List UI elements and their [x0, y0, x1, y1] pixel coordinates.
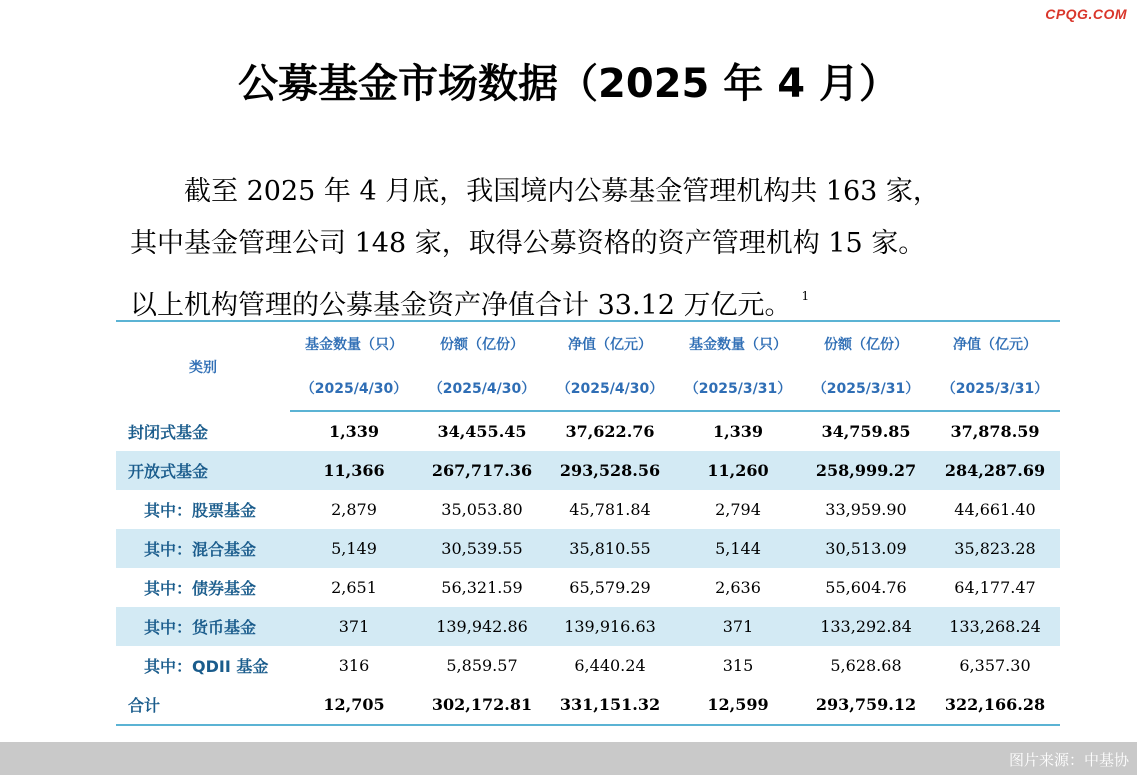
row-label: 合计 [116, 685, 290, 725]
table-cell: 33,959.90 [825, 500, 907, 519]
row-label: 其中：货币基金 [116, 607, 290, 646]
table-row-closed-end [116, 411, 1060, 451]
fund-market-table [116, 320, 1060, 726]
table-cell: 34,759.85 [821, 422, 911, 441]
col-date-apr-1: （2025/4/30） [290, 366, 418, 411]
table-row-open-end [116, 451, 1060, 490]
table-cell: 35,053.80 [441, 500, 523, 519]
summary-line-2: 其中基金管理公司 148 家，取得公募资格的资产管理机构 15 家。 [130, 228, 926, 259]
summary-line-1: 截至 2025 年 4 月底，我国境内公募基金管理机构共 163 家， [184, 176, 940, 207]
table-cell: 133,292.84 [802, 607, 930, 646]
row-label: 其中：混合基金 [116, 529, 290, 568]
table-cell: 371 [674, 607, 802, 646]
row-label: 其中：股票基金 [144, 501, 257, 520]
table-cell: 258,999.27 [802, 451, 930, 490]
category-header: 类别 [116, 321, 290, 411]
table-cell: 65,579.29 [569, 578, 651, 597]
table-cell: 6,357.30 [959, 656, 1031, 675]
col-header-shares-mar: 份额（亿份） [802, 321, 930, 366]
table-row-bond [116, 568, 1060, 607]
col-header-nav-mar: 净值（亿元） [930, 321, 1060, 366]
table-cell: 35,823.28 [930, 529, 1060, 568]
table-cell: 267,717.36 [418, 451, 546, 490]
table-cell: 322,166.28 [930, 685, 1060, 725]
image-source-credit: 图片来源：中基协 [1008, 751, 1129, 769]
table-cell: 30,539.55 [418, 529, 546, 568]
table-row-money-market [116, 607, 1060, 646]
col-header-shares-apr: 份额（亿份） [418, 321, 546, 366]
table-cell: 331,151.32 [546, 685, 674, 725]
col-date-mar-1: （2025/3/31） [674, 366, 802, 411]
table-cell: 5,149 [290, 529, 418, 568]
table-cell: 2,794 [715, 500, 761, 519]
table-cell: 30,513.09 [802, 529, 930, 568]
table-cell: 302,172.81 [418, 685, 546, 725]
table-cell: 1,339 [712, 422, 764, 441]
table-cell: 2,651 [331, 578, 377, 597]
row-label: 其中：QDII 基金 [144, 657, 269, 676]
table-cell: 45,781.84 [569, 500, 651, 519]
table-row-total [116, 685, 1060, 725]
table-cell: 293,528.56 [546, 451, 674, 490]
table-cell: 5,859.57 [446, 656, 518, 675]
table-cell: 11,260 [674, 451, 802, 490]
page-title: 公募基金市场数据（2025 年 4 月） [238, 61, 899, 107]
table-cell: 37,878.59 [950, 422, 1040, 441]
table-cell: 5,628.68 [830, 656, 902, 675]
table-cell: 12,705 [290, 685, 418, 725]
col-date-apr-3: （2025/4/30） [546, 366, 674, 411]
table-cell: 56,321.59 [441, 578, 523, 597]
col-header-count-mar: 基金数量（只） [674, 321, 802, 366]
table-cell: 5,144 [674, 529, 802, 568]
table-cell: 11,366 [290, 451, 418, 490]
col-date-apr-2: （2025/4/30） [418, 366, 546, 411]
table-row-equity [116, 490, 1060, 529]
table-cell: 64,177.47 [954, 578, 1036, 597]
col-header-nav-apr: 净值（亿元） [546, 321, 674, 366]
row-label: 封闭式基金 [128, 422, 209, 442]
watermark-logo: CPQG.COM [1045, 6, 1127, 22]
table-cell: 37,622.76 [565, 422, 655, 441]
table-cell: 1,339 [328, 422, 380, 441]
table-cell: 293,759.12 [802, 685, 930, 725]
footer-bar [0, 742, 1137, 775]
row-label: 其中：债券基金 [144, 579, 257, 598]
table-cell: 55,604.76 [825, 578, 907, 597]
table-cell: 316 [338, 656, 370, 675]
table-cell: 371 [290, 607, 418, 646]
summary-paragraph [130, 166, 1010, 332]
table-cell: 133,268.24 [930, 607, 1060, 646]
col-date-mar-3: （2025/3/31） [930, 366, 1060, 411]
table-cell: 139,942.86 [418, 607, 546, 646]
table-cell: 6,440.24 [574, 656, 646, 675]
header-row-top [116, 321, 1060, 366]
summary-line-3-text: 以上机构管理的公募基金资产净值合计 33.12 万亿元。 [130, 290, 792, 321]
col-header-count-apr: 基金数量（只） [290, 321, 418, 366]
table-cell: 2,879 [331, 500, 377, 519]
row-label: 开放式基金 [116, 451, 290, 490]
table-cell: 12,599 [674, 685, 802, 725]
table-row-qdii [116, 646, 1060, 685]
table-cell: 315 [722, 656, 754, 675]
table-cell: 44,661.40 [954, 500, 1036, 519]
table-cell: 139,916.63 [546, 607, 674, 646]
footnote-mark: 1 [801, 289, 810, 303]
table-cell: 2,636 [715, 578, 761, 597]
table-cell: 34,455.45 [437, 422, 527, 441]
table-cell: 284,287.69 [930, 451, 1060, 490]
table-cell: 35,810.55 [546, 529, 674, 568]
table-row-hybrid [116, 529, 1060, 568]
col-date-mar-2: （2025/3/31） [802, 366, 930, 411]
